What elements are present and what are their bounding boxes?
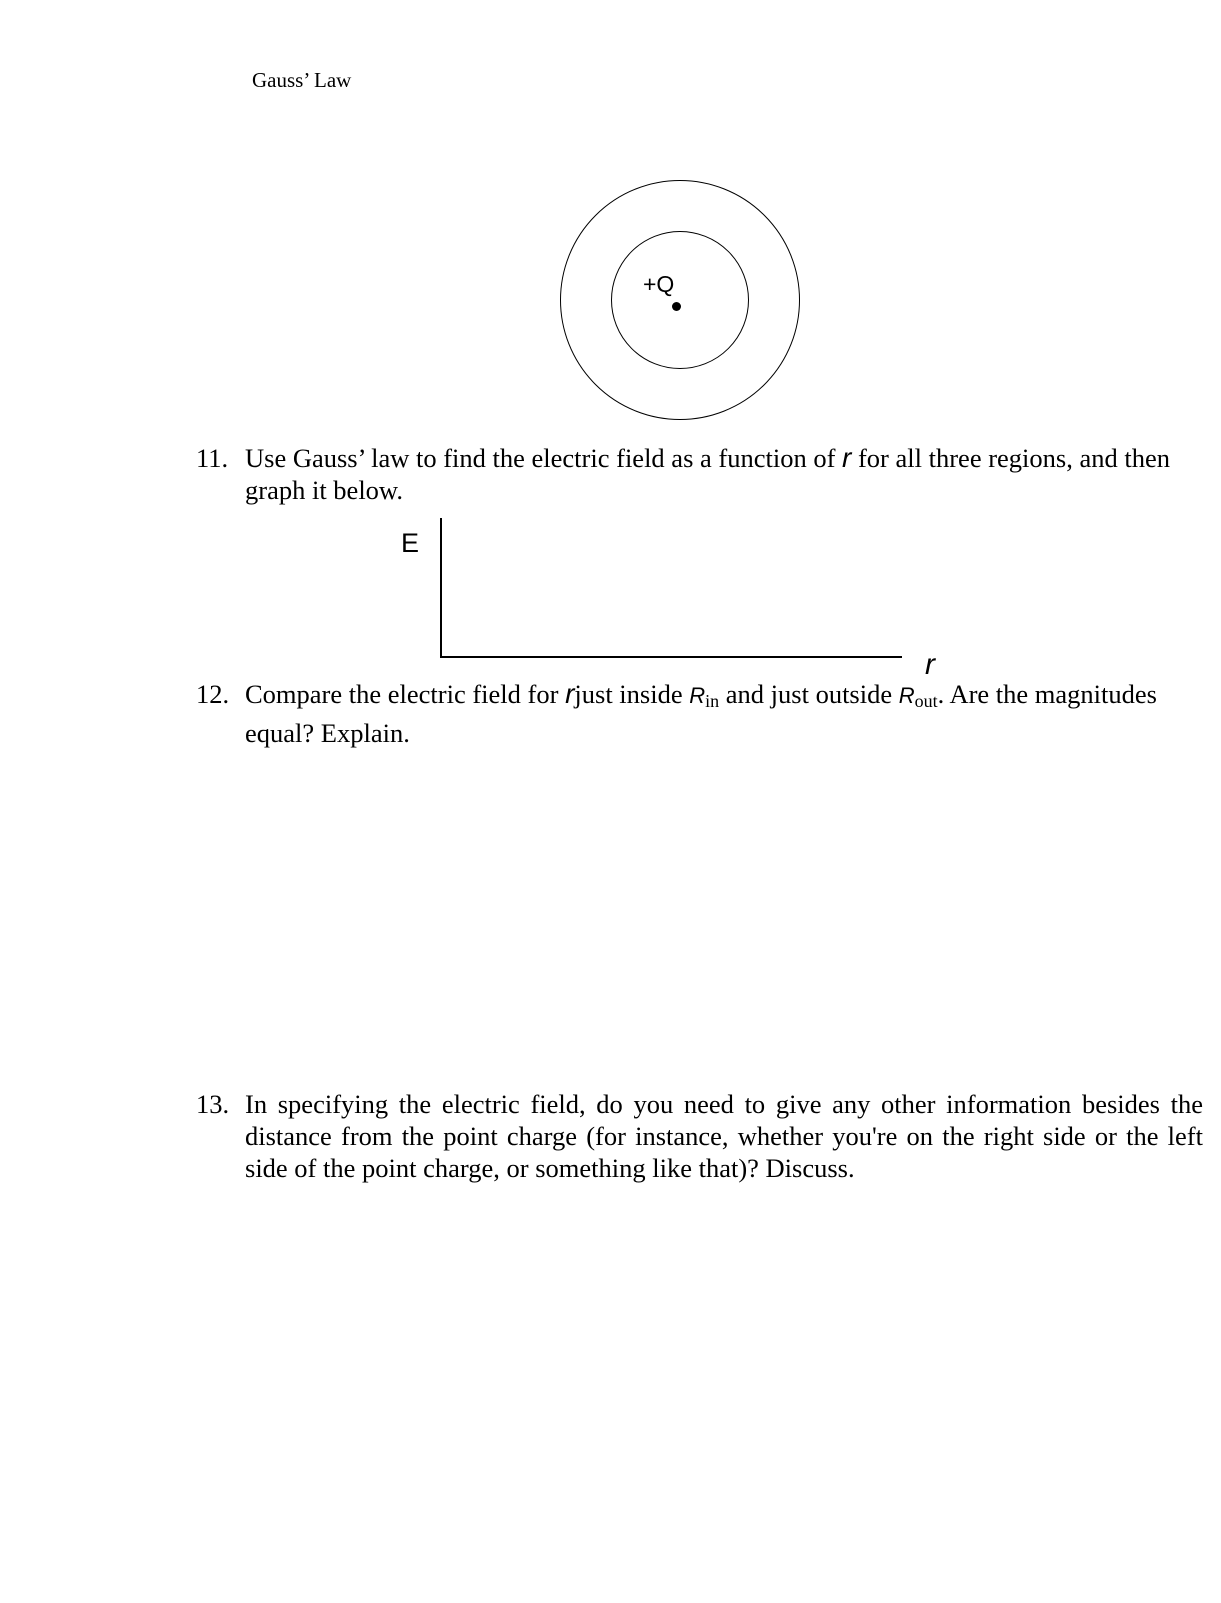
charge-label: +Q <box>643 271 675 297</box>
graph-y-axis <box>440 518 442 658</box>
variable-r: r <box>842 442 852 473</box>
question-12 <box>196 678 1205 749</box>
question-number: 13. <box>196 1089 230 1119</box>
question-text: . Are the magnitudes equal? Explain. <box>245 679 1157 748</box>
question-11 <box>196 442 1205 506</box>
graph-x-axis <box>440 656 902 658</box>
question-text: just inside <box>574 679 683 709</box>
r-in-symbol: $R_{in}$ <box>689 683 720 711</box>
question-text: In specifying the electric field, do you need to give any other information besides the distance from the point charge (for instance, whether you're on the right side or the left side of the point charge, or something like that)? Discuss. <box>245 1089 1203 1183</box>
graph-y-label: E <box>401 528 420 558</box>
concentric-shell-diagram <box>560 180 800 420</box>
question-text: for all three regions, and then graph it below. <box>245 443 1170 505</box>
graph-x-label: r <box>925 648 935 681</box>
question-number: 12. <box>196 679 230 709</box>
point-charge-dot <box>672 302 681 311</box>
question-number: 11. <box>196 443 229 473</box>
question-text: Use Gauss’ law to find the electric field as a function of <box>245 443 836 473</box>
r-out-symbol: $R_{out}$ <box>898 683 938 711</box>
page-header: Gauss’ Law <box>252 68 352 92</box>
question-13 <box>196 1088 1203 1184</box>
question-text: and just outside <box>725 679 893 709</box>
variable-r: r <box>565 678 575 709</box>
question-text: Compare the electric field for <box>245 679 559 709</box>
inner-shell-circle <box>611 231 749 369</box>
